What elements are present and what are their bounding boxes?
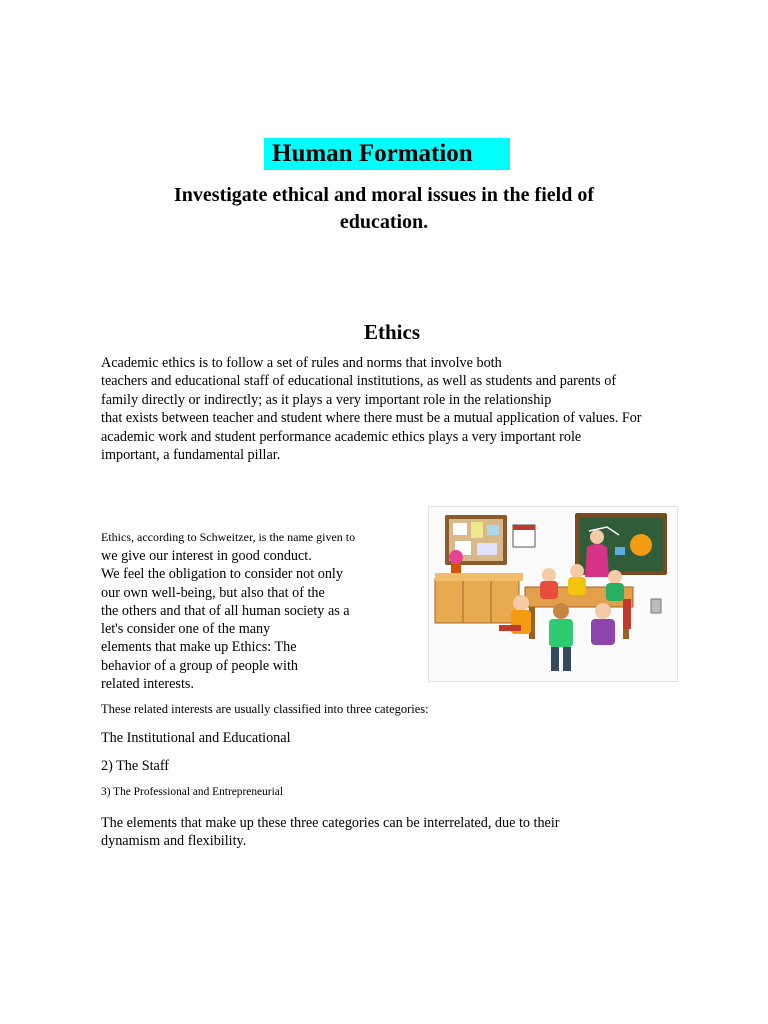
section-heading: Ethics [363, 320, 420, 344]
paragraph-line: elements that make up Ethics: The [101, 639, 297, 656]
paragraph-line: dynamism and flexibility. [101, 833, 247, 850]
paragraph-line: the others and that of all human society as a [101, 602, 350, 619]
student-figure [591, 619, 615, 645]
schweitzer-paragraph [101, 528, 355, 693]
academic-ethics-paragraph [101, 354, 642, 464]
category-item: 2) The Staff [101, 758, 170, 774]
paragraph-line: teachers and educational staff of educational institutions, as well as students and parents of [101, 373, 617, 390]
cabinet [435, 579, 519, 623]
paragraph-line: we give our interest in good conduct. [101, 548, 312, 564]
paragraph-line: academic work and student performance academic ethics plays a very important role [101, 428, 582, 445]
student-figure [606, 583, 624, 601]
teacher-figure [590, 530, 604, 544]
paragraph-line: Academic ethics is to follow a set of rules and norms that involve both [101, 355, 502, 371]
classroom-illustration [428, 506, 678, 682]
paragraph-line: that exists between teacher and student where there must be a mutual application of values. For [101, 410, 642, 427]
category-item: 3) The Professional and Entrepreneurial [101, 786, 283, 798]
closing-paragraph [101, 814, 560, 851]
paragraph-line: behavior of a group of people with [101, 657, 298, 674]
paragraph-line: Ethics, according to Schweitzer, is the name given to [101, 530, 356, 544]
classroom-illustration-icon [429, 507, 677, 681]
subtitle-line: education. [339, 211, 429, 233]
student-figure [568, 577, 586, 595]
page-title: Human Formation [272, 140, 473, 167]
paragraph-line: important, a fundamental pillar. [101, 447, 281, 464]
student-figure [540, 581, 558, 599]
student-figure [549, 619, 573, 647]
paragraph-line: related interests. [101, 676, 194, 693]
paragraph-line: our own well-being, but also that of the [101, 584, 325, 601]
categories-intro: These related interests are usually classified into three categories: [101, 702, 429, 716]
paragraph-line: let's consider one of the many [101, 621, 271, 638]
category-item: The Institutional and Educational [101, 730, 291, 746]
paragraph-line: The elements that make up these three categories can be interrelated, due to their [101, 815, 560, 831]
subtitle-line: Investigate ethical and moral issues in the field of [174, 184, 594, 206]
paragraph-line: family directly or indirectly; as it plays a very important role in the relationship [101, 391, 552, 408]
paragraph-line: We feel the obligation to consider not only [101, 566, 343, 583]
trash-bin-icon [651, 599, 661, 613]
page-subtitle [100, 182, 668, 236]
